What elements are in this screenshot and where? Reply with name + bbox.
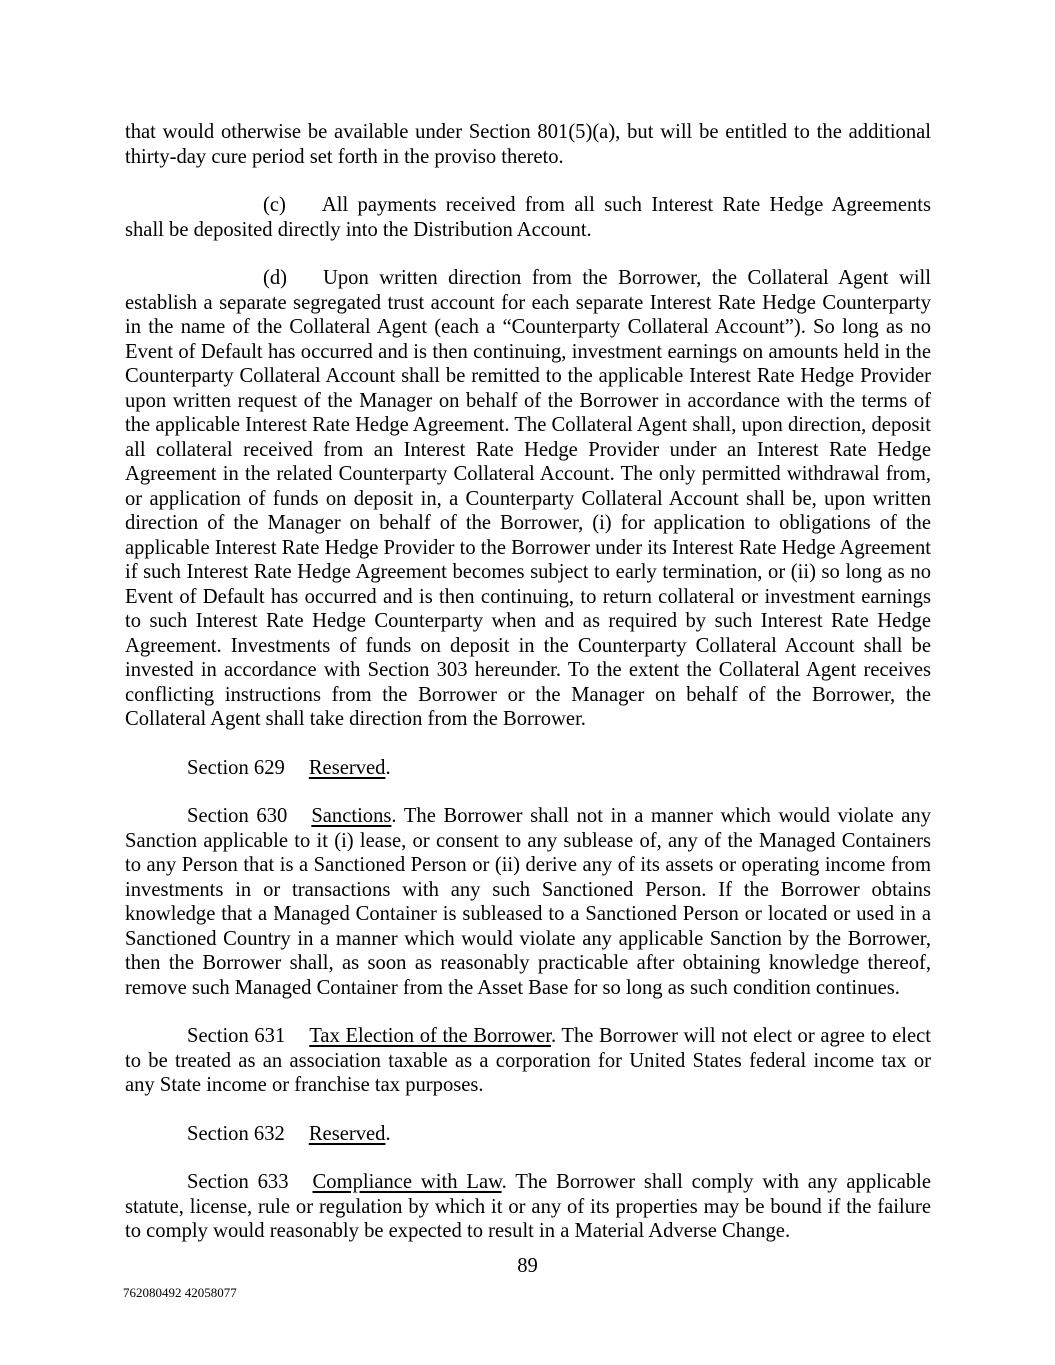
section-631-number: Section 631 [187, 1025, 286, 1047]
section-630-number: Section 630 [187, 805, 288, 827]
section-630-text: . The Borrower shall not in a manner which would violate any Sanction applicable to it (i) lease, or consent to any sublease of, any of the Managed Containers to any Person that is a Sanctioned Person or (ii) derive any of its assets or operating income from investments in or transactions with any such Sanctioned Person. If the Borrower obtains knowledge that a Managed Container is subleased to a Sanctioned Person or located or used in a Sanctioned Country in a manner which would violate any applicable Sanction by the Borrower, then the Borrower shall, as soon as reasonably practicable after obtaining knowledge thereof, remove such Managed Container from the Asset Base for so long as such condition continues. [125, 805, 931, 999]
section-633-title: Compliance with Law [312, 1171, 502, 1193]
section-631-paragraph [125, 1024, 931, 1098]
intro-paragraph-text: that would otherwise be available under Section 801(5)(a), but will be entitled to the additional thirty-day cure period set forth in the proviso thereto. [125, 121, 931, 168]
document-id-footer: 762080492 42058077 [123, 1285, 237, 1300]
section-629-text: . [385, 756, 391, 779]
section-631-text: . The Borrower will not elect or agree to elect to be treated as an association taxable as a corporation for United States federal income tax or any State income or franchise tax purposes. [125, 1025, 931, 1096]
subsection-d-paragraph [125, 266, 931, 732]
subsection-c-label: (c) [263, 194, 286, 216]
section-630-paragraph [125, 804, 931, 1000]
subsection-c-paragraph [125, 193, 931, 242]
section-629-title: Reserved [308, 756, 386, 779]
subsection-d-text: Upon written direction from the Borrower, the Collateral Agent will establish a separate segregated trust account for each separate Interest Rate Hedge Counterparty in the name of the Collateral Agent (each a “Counterparty Collateral Account”). So long as no Event of Default has occurred and is then continuing, investment earnings on amounts held in the Counterparty Collateral Account shall be remitted to the applicable Interest Rate Hedge Provider upon written request of the Manager on behalf of the Borrower in accordance with the terms of the applicable Interest Rate Hedge Agreement. The Collateral Agent shall, upon direction, deposit all collateral received from an Interest Rate Hedge Provider under an Interest Rate Hedge Agreement in the related Counterparty Collateral Account. The only permitted withdrawal from, or application of funds on deposit in, a Counterparty Collateral Account shall be, upon written direction of the Manager on behalf of the Borrower, (i) for application to obligations of the applicable Interest Rate Hedge Provider to the Borrower under its Interest Rate Hedge Agreement if such Interest Rate Hedge Agreement becomes subject to early termination, or (ii) so long as no Event of Default has occurred and is then continuing, to return collateral or investment earnings to such Interest Rate Hedge Counterparty when and as required by such Interest Rate Hedge Agreement. Investments of funds on deposit in the Counterparty Collateral Account shall be invested in accordance with Section 303 hereunder. To the extent the Collateral Agent receives conflicting instructions from the Borrower or the Manager on behalf of the Borrower, the Collateral Agent shall take direction from the Borrower. [125, 267, 931, 730]
section-632-number: Section 632 [187, 1122, 285, 1145]
section-632-text: . [385, 1122, 391, 1145]
section-633-text: . The Borrower shall comply with any applicable statute, license, rule or regulation by which it or any of its properties may be bound if the failure to comply would reasonably be expected to result in a Material Adverse Change. [125, 1171, 931, 1242]
section-629-number: Section 629 [187, 756, 285, 779]
section-632-paragraph [125, 1122, 931, 1147]
subsection-c-text: All payments received from all such Interest Rate Hedge Agreements shall be deposited directly into the Distribution Account. [125, 194, 931, 241]
section-631-title: Tax Election of the Borrower [309, 1025, 551, 1047]
subsection-d-label: (d) [263, 267, 288, 289]
section-632-title: Reserved [308, 1122, 386, 1145]
document-body [125, 120, 931, 1268]
section-630-title: Sanctions [311, 805, 392, 827]
intro-paragraph [125, 120, 931, 169]
page-number: 89 [517, 1255, 538, 1277]
section-629-paragraph [125, 756, 931, 781]
section-633-number: Section 633 [187, 1171, 289, 1193]
section-633-paragraph [125, 1170, 931, 1244]
